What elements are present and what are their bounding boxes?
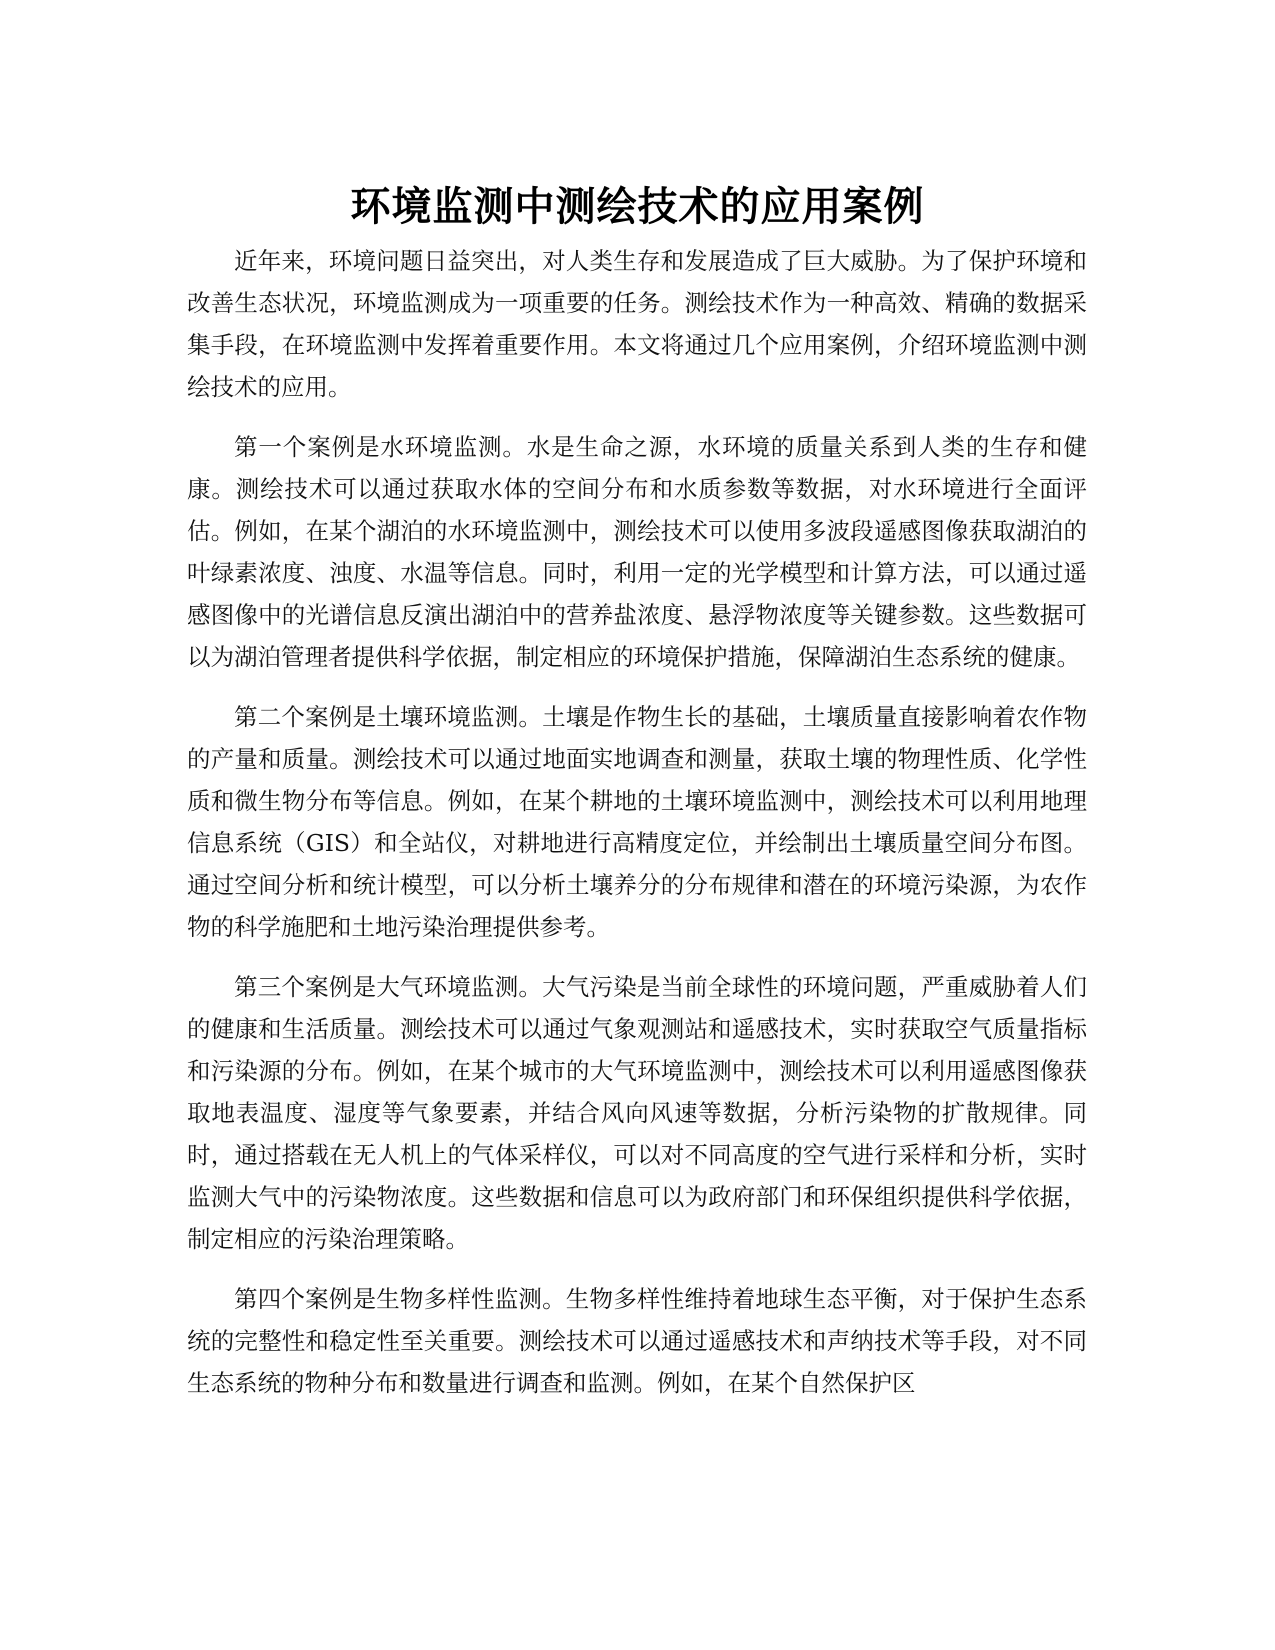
paragraph-case-water: 第一个案例是水环境监测。水是生命之源，水环境的质量关系到人类的生存和健康。测绘技术可以通过获取水体的空间分布和水质参数等数据，对水环境进行全面评估。例如，在某个湖泊的水环境监测中，测绘技术可以使用多波段遥感图像获取湖泊的叶绿素浓度、浊度、水温等信息。同时，利用一定的光学模型和计算方法，可以通过遥感图像中的光谱信息反演出湖泊中的营养盐浓度、悬浮物浓度等关键参数。这些数据可以为湖泊管理者提供科学依据，制定相应的环境保护措施，保障湖泊生态系统的健康。 [187,433,1087,671]
document-title: 环境监测中测绘技术的应用案例 [350,183,925,230]
paragraph-case-biodiversity: 第四个案例是生物多样性监测。生物多样性维持着地球生态平衡，对于保护生态系统的完整性和稳定性至关重要。测绘技术可以通过遥感技术和声纳技术等手段，对不同生态系统的物种分布和数量进行调查和监测。例如，在某个自然保护区 [187,1285,1087,1397]
paragraph-case-soil: 第二个案例是土壤环境监测。土壤是作物生长的基础，土壤质量直接影响着农作物的产量和质量。测绘技术可以通过地面实地调查和测量，获取土壤的物理性质、化学性质和微生物分布等信息。例如，在某个耕地的土壤环境监测中，测绘技术可以利用地理信息系统（GIS）和全站仪，对耕地进行高精度定位，并绘制出土壤质量空间分布图。通过空间分析和统计模型，可以分析土壤养分的分布规律和潜在的环境污染源，为农作物的科学施肥和土地污染治理提供参考。 [187,703,1087,941]
document-body [187,240,1087,1422]
paragraph-case-air: 第三个案例是大气环境监测。大气污染是当前全球性的环境问题，严重威胁着人们的健康和生活质量。测绘技术可以通过气象观测站和遥感技术，实时获取空气质量指标和污染源的分布。例如，在某个城市的大气环境监测中，测绘技术可以利用遥感图像获取地表温度、湿度等气象要素，并结合风向风速等数据，分析污染物的扩散规律。同时，通过搭载在无人机上的气体采样仪，可以对不同高度的空气进行采样和分析，实时监测大气中的污染物浓度。这些数据和信息可以为政府部门和环保组织提供科学依据，制定相应的污染治理策略。 [187,973,1087,1253]
paragraph-intro: 近年来，环境问题日益突出，对人类生存和发展造成了巨大威胁。为了保护环境和改善生态状况，环境监测成为一项重要的任务。测绘技术作为一种高效、精确的数据采集手段，在环境监测中发挥着重要作用。本文将通过几个应用案例，介绍环境监测中测绘技术的应用。 [187,247,1087,401]
